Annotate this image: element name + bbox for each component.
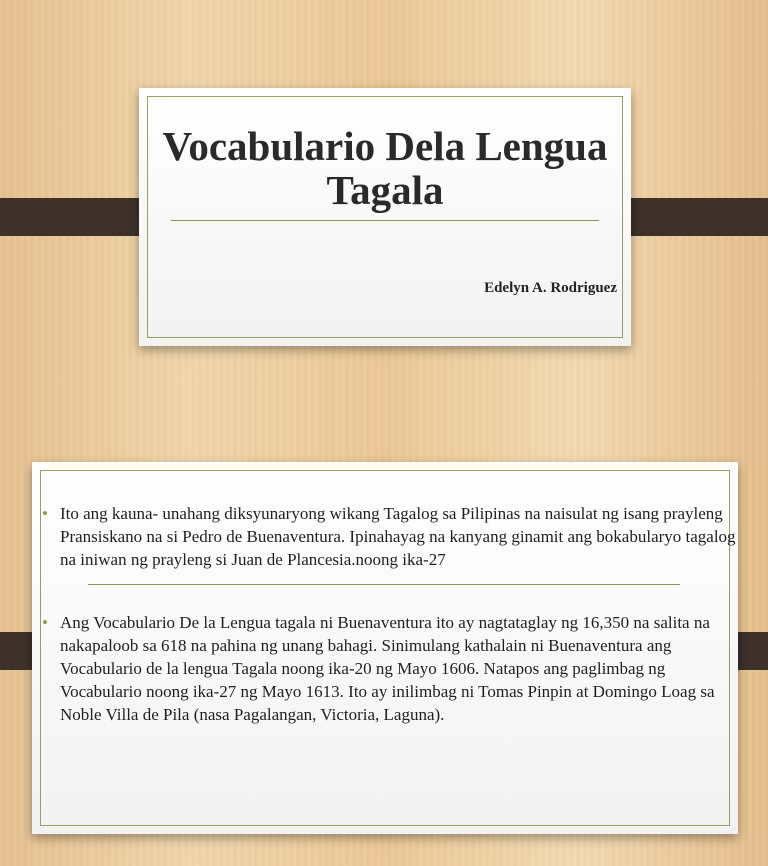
- author-name: Edelyn A. Rodriguez: [484, 280, 617, 296]
- bullet-text-2: Ang Vocabulario De la Lengua tagala ni Buenaventura ito ay nagtataglay ng 16,350 na salita na nakapaloob sa 618 na pahina ng unang bahagi. Sinimulang kathalain ni Buenaventura ang Vocabulario de la lengua Tagala noong ika-20 ng Mayo 1606. Natapos ang paglimbag ng Vocabulario noong ika-27 ng Mayo 1613. Ito ay inilimbag ni Tomas Pinpin at Domingo Loag sa Noble Villa de Pila (nasa Pagalangan, Victoria, Laguna).: [60, 613, 715, 724]
- bullet-item-2: [42, 611, 740, 726]
- title-slide-card: [139, 88, 631, 346]
- title-underline-rule: [171, 220, 599, 221]
- slide-title-line-2: Tagala: [326, 167, 444, 213]
- content-slide-card: [32, 462, 738, 834]
- bullet-item-1: [42, 502, 740, 571]
- slide-title: [139, 124, 631, 212]
- slide-title-line-1: Vocabulario Dela Lengua: [162, 123, 608, 169]
- bullet-icon: •: [42, 504, 48, 523]
- bullet-icon: •: [42, 613, 48, 632]
- bullet-text-1: Ito ang kauna- unahang diksyunaryong wikang Tagalog sa Pilipinas na naisulat ng isang prayleng Pransiskano na si Pedro de Buenaventura. Ipinahayag na kanyang ginamit ang bokabularyo tagalog na iniwan ng prayleng si Juan de Plancesia.noong ika-27: [60, 504, 736, 569]
- decorative-band-right: [613, 198, 768, 236]
- bullet-separator-rule: [88, 584, 680, 585]
- decorative-band-left: [0, 198, 156, 236]
